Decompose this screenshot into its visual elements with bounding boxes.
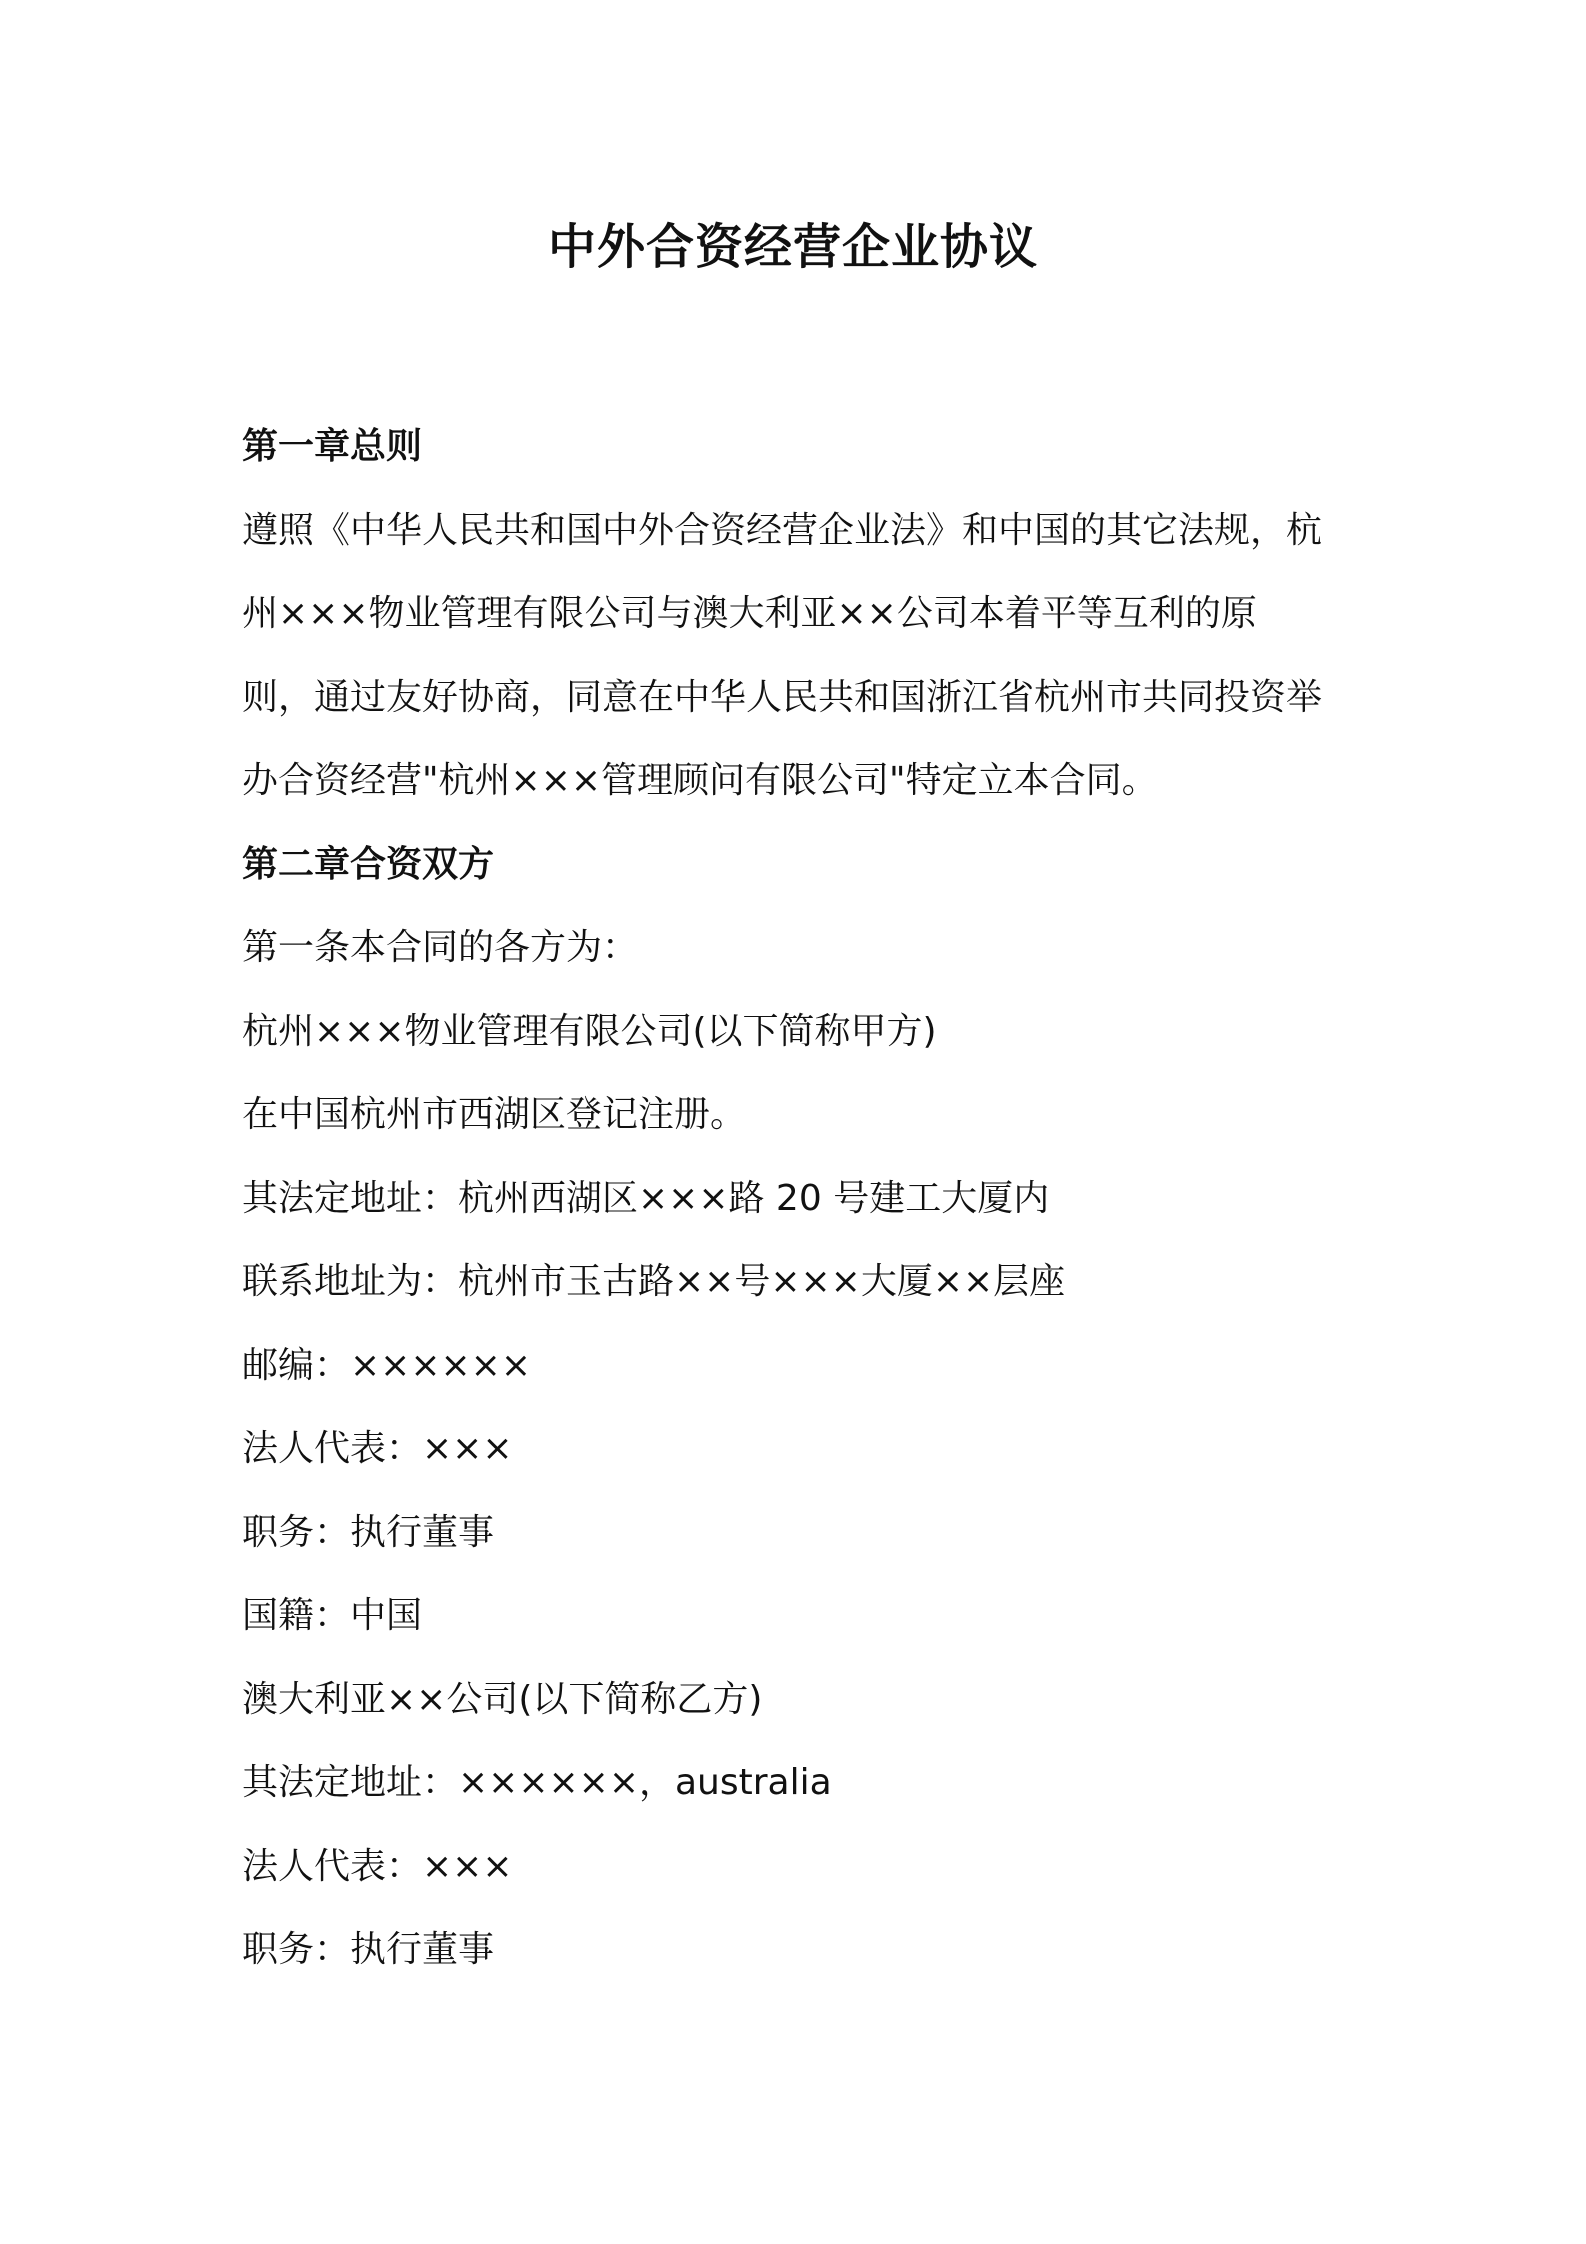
party-a-name: 杭州×××物业管理有限公司(以下简称甲方) xyxy=(242,1010,937,1052)
party-a-nationality: 国籍：中国 xyxy=(242,1595,423,1636)
paragraph-line: 州×××物业管理有限公司与澳大利亚××公司本着平等互利的原 xyxy=(242,593,1257,634)
document-body xyxy=(242,405,1362,1992)
party-a-legal-rep: 法人代表：××× xyxy=(242,1428,513,1469)
chapter-heading-general: 第一章总则 xyxy=(242,426,423,467)
paragraph-line: 遵照《中华人民共和国中外合资经营企业法》和中国的其它法规，杭 xyxy=(242,509,1323,551)
party-a-registration: 在中国杭州市西湖区登记注册。 xyxy=(242,1094,747,1135)
paragraph-line: 办合资经营"杭州×××管理顾问有限公司"特定立本合同。 xyxy=(242,760,1158,801)
party-a-postcode: 邮编：×××××× xyxy=(242,1344,531,1386)
document-title: 中外合资经营企业协议 xyxy=(547,219,1038,275)
party-b-legal-address: 其法定地址：××××××，australia xyxy=(242,1762,832,1803)
party-a-legal-address: 其法定地址：杭州西湖区×××路 20 号建工大厦内 xyxy=(242,1177,1050,1219)
chapter-heading-parties: 第二章合资双方 xyxy=(242,843,495,885)
party-b-position: 职务：执行董事 xyxy=(242,1929,495,1970)
party-a-position: 职务：执行董事 xyxy=(242,1511,495,1553)
paragraph-line: 则，通过友好协商，同意在中华人民共和国浙江省杭州市共同投资举 xyxy=(242,676,1323,718)
party-b-legal-rep: 法人代表：××× xyxy=(242,1845,513,1887)
party-b-name: 澳大利亚××公司(以下简称乙方) xyxy=(242,1678,763,1720)
article-line: 第一条本合同的各方为： xyxy=(242,927,639,968)
party-a-contact-address: 联系地址为：杭州市玉古路××号×××大厦××层座 xyxy=(242,1261,1066,1302)
